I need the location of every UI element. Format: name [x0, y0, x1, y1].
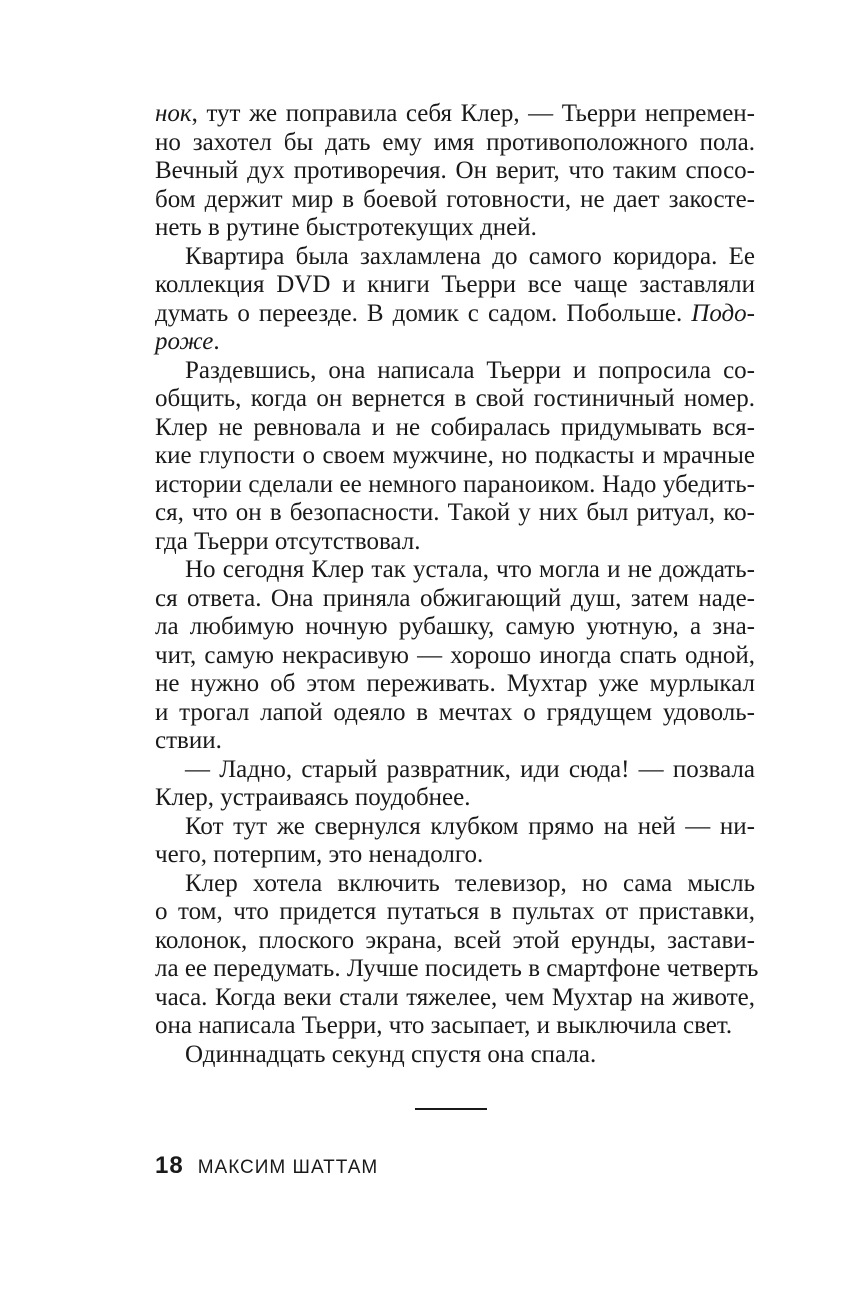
page-footer: [155, 1150, 378, 1182]
running-head-author: МАКСИМ ШАТТАМ: [197, 1157, 379, 1178]
text-fragment: думать о переезде. В домик с садом. Побольше.: [155, 299, 692, 327]
text-line: [155, 300, 755, 329]
text-fragment: .: [213, 328, 220, 355]
text-line: — Ладно, старый развратник, иди сюда! — позвала: [185, 755, 755, 783]
italic-fragment: Подо-: [691, 299, 755, 327]
text-line: истории сделали ее немного параноиком. Надо убедить-: [155, 470, 755, 498]
text-line: Вечный дух противоречия. Он верит, что таким спосо-: [155, 157, 755, 184]
text-line: чего, потерпим, это ненадолго.: [155, 841, 484, 868]
text-line: Клер, устраиваясь поудобнее.: [155, 784, 471, 811]
text-line: [155, 328, 755, 357]
text-line: часа. Когда веки стали тяжелее, чем Мухтар на животе,: [155, 983, 755, 1011]
text-line: Раздевшись, она написала Тьерри и попросила со-: [185, 356, 755, 384]
text-line: но захотел бы дать ему имя противоположного пола.: [155, 128, 755, 156]
text-line: Клер хотела включить телевизор, но сама мысль: [185, 869, 755, 897]
text-line: Кот тут же свернулся клубком прямо на ней — ни-: [185, 812, 755, 840]
page-number: 18: [155, 1152, 184, 1179]
text-line: ся, что он в безопасности. Такой у них был ритуал, ко-: [155, 499, 755, 526]
page-body: [155, 100, 759, 1069]
text-line: общить, когда он вернется в свой гостиничный номер.: [155, 385, 755, 412]
text-line: ла ее передумать. Лучше посидеть в смартфоне четверть: [155, 955, 759, 982]
italic-fragment: нок: [155, 100, 192, 127]
text-line: коллекция DVD и книги Тьерри все чаще заставляли: [155, 271, 755, 298]
text-line: кие глупости о своем мужчине, но подкасты и мрачные: [155, 442, 755, 469]
text-line: Квартира была захламлена до самого коридора. Ее: [185, 242, 755, 270]
text-line: неть в рутине быстротекущих дней.: [155, 214, 537, 241]
text-line: [155, 100, 755, 129]
text-line: Клер не ревновала и не собиралась придумывать вся-: [155, 413, 755, 441]
text-line: Одиннадцать секунд спустя она спала.: [185, 1040, 597, 1068]
text-line: ла любимую ночную рубашку, самую уютную, а зна-: [155, 613, 755, 640]
text-line: ствии.: [155, 727, 222, 754]
text-line: колонок, плоского экрана, всей этой ерунды, застави-: [155, 926, 755, 954]
text-line: и трогал лапой одеяло в мечтах о грядущем удоволь-: [155, 698, 755, 726]
text-line: ся ответа. Она приняла обжигающий душ, затем наде-: [155, 584, 755, 612]
italic-fragment: роже: [155, 328, 214, 355]
text-line: бом держит мир в боевой готовности, не дает закосте-: [155, 185, 755, 213]
text-line: Но сегодня Клер так устала, что могла и не дождать-: [185, 556, 755, 583]
text-fragment: , тут же поправила себя Клер, — Тьерри непремен-: [191, 100, 755, 127]
text-line: гда Тьерри отсутствовал.: [155, 527, 421, 555]
text-line: о том, что придется путаться в пультах от приставки,: [155, 898, 755, 925]
text-line: она написала Тьерри, что засыпает, и выключила свет.: [155, 1012, 733, 1039]
text-line: не нужно об этом переживать. Мухтар уже мурлыкал: [155, 670, 755, 697]
text-line: чит, самую некрасивую — хорошо иногда спать одной,: [155, 641, 755, 669]
section-end-rule: [415, 1108, 487, 1110]
